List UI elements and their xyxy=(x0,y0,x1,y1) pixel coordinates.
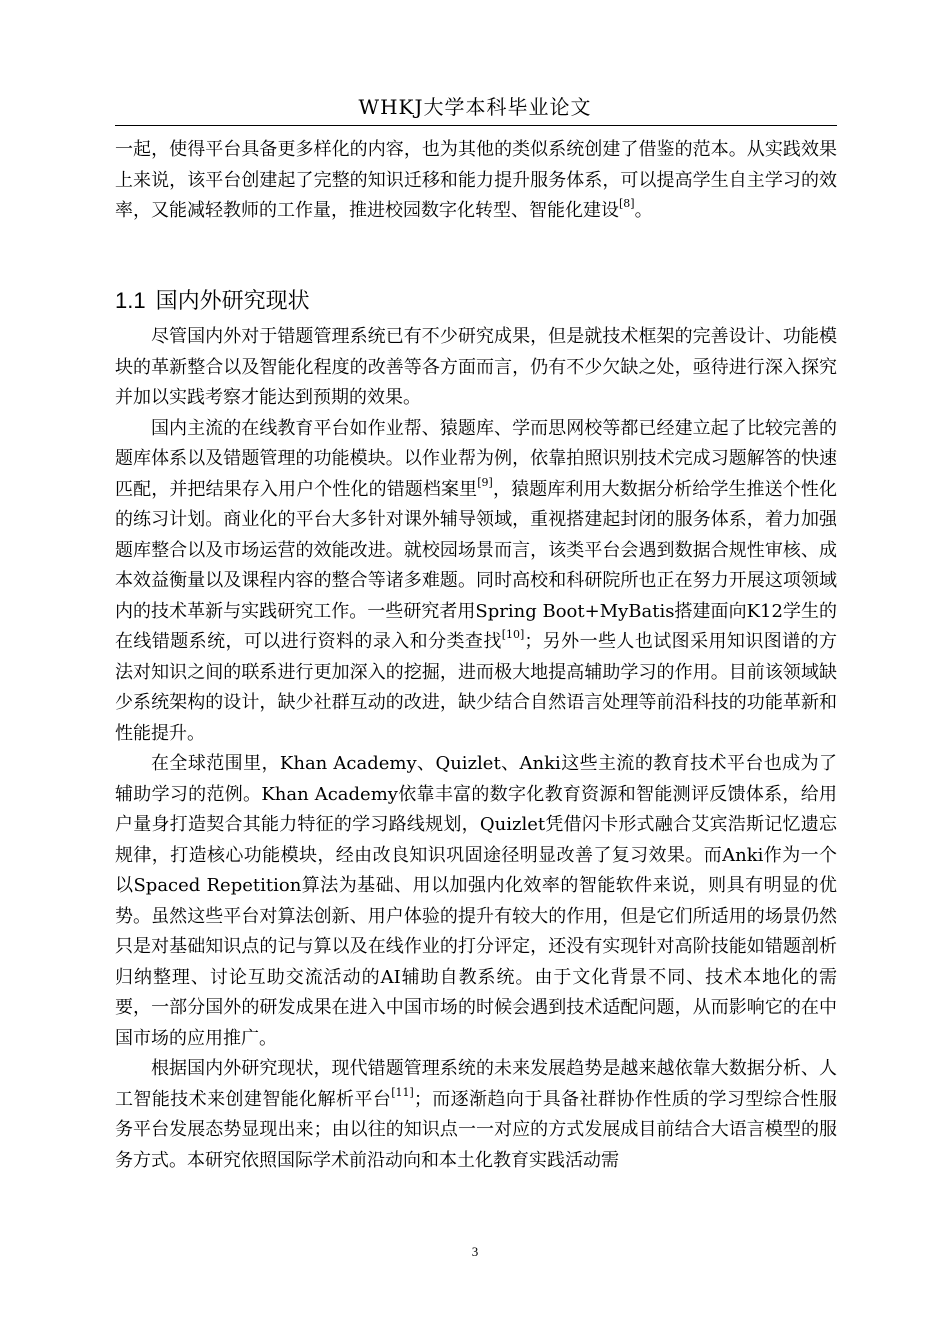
paragraph-1: 尽管国内外对于错题管理系统已有不少研究成果，但是就技术框架的完善设计、功能模块的革新整合以及智能化程度的改善等各方面而言，仍有不少欠缺之处，亟待进行深入探究并加以实践考察才能达到预期的效果。 xyxy=(115,326,837,408)
paragraph-2-text-a: 国内主流的在线教育平台如作业帮、猿题库、学而思网校等都已经建立起了比较完善的题库体系以及错题管理的功能模块。以作业帮为例，依靠拍照识别技术完成习题解答的快速匹配，并把结果存入用户个性化的错题档案里 xyxy=(115,417,837,500)
intro-tail: 。 xyxy=(634,200,653,221)
paragraph-2-text-b: ，猿题库利用大数据分析给学生推送个性化的练习计划。商业化的平台大多针对课外辅导领域，重视搭建起封闭的服务体系，着力加强题库整合以及市场运营的效能改进。就校园场景而言，该类平台会遇到数据合规性审核、成本效益衡量以及课程内容的整合等诸多难题。同时高校和科研院所也正在努力开展这项领域内的技术革新与实践研究工作。一些研究者用Spring Boot+MyBatis搭建面向K12学生的在线错题系统，可以进行资料的录入和分类查找 xyxy=(115,478,838,652)
paragraph-2 xyxy=(115,414,837,750)
page-number: 3 xyxy=(471,1244,479,1259)
paragraph-2-text-c: ；另外一些人也试图采用知识图谱的方法对知识之间的联系进行更加深入的挖掘，进而极大地提高辅助学习的作用。目前该领域缺少系统架构的设计，缺少社群互动的改进，缺少结合自然语言处理等前沿科技的功能革新和性能提升。 xyxy=(115,631,838,744)
paragraph-3: 在全球范围里，Khan Academy、Quizlet、Anki这些主流的教育技术平台也成为了辅助学习的范例。Khan Academy依靠丰富的数字化教育资源和智能测评反馈体系，给用户量身打造契合其能力特征的学习路线规划，Quizlet凭借闪卡形式融合艾宾浩斯记忆遗忘规律，打造核心功能模块，经由改良知识巩固途径明显改善了复习效果。而Anki作为一个以Spaced Repetition算法为基础、用以加强内化效率的智能软件来说，则具有明显的优势。虽然这些平台对算法创新、用户体验的提升有较大的作用，但是它们所适用的场景仍然只是对基础知识点的记与算以及在线作业的打分评定，还没有实现针对高阶技能如错题剖析归纳整理、讨论互助交流活动的AI辅助自教系统。由于文化背景不同、技术本地化的需要，一部分国外的研发成果在进入中国市场的时候会遇到技术适配问题，从而影响它的在中国市场的应用推广。 xyxy=(115,753,837,1049)
intro-paragraph xyxy=(115,135,837,227)
section-title: 国内外研究现状 xyxy=(155,289,310,314)
citation-10[interactable]: [10] xyxy=(501,628,525,641)
citation-8[interactable]: [8] xyxy=(619,197,635,210)
header-divider xyxy=(115,125,837,126)
section-number: 1.1 xyxy=(115,288,146,313)
citation-11[interactable]: [11] xyxy=(391,1085,414,1099)
section-body xyxy=(115,322,837,1176)
citation-9[interactable]: [9] xyxy=(477,475,493,489)
paragraph-4 xyxy=(115,1054,837,1176)
paragraph-4-text-b: ；而逐渐趋向于具备社群协作性质的学习型综合性服务平台发展态势显现出来；由以往的知识点一一对应的方式发展成目前结合大语言模型的服务方式。本研究依照国际学术前沿动向和本土化教育实践活动需 xyxy=(115,1088,838,1171)
running-header-title: WHKJ大学本科毕业论文 xyxy=(358,95,592,119)
paragraph-4-text-a: 根据国内外研究现状，现代错题管理系统的未来发展趋势是越来越依靠大数据分析、人工智能技术来创建智能化解析平台 xyxy=(115,1058,837,1110)
section-heading xyxy=(115,286,310,317)
intro-text: 一起，使得平台具备更多样化的内容，也为其他的类似系统创建了借鉴的范本。从实践效果上来说，该平台创建起了完整的知识迁移和能力提升服务体系，可以提高学生自主学习的效率，又能减轻教师的工作量，推进校园数字化转型、智能化建设 xyxy=(115,139,837,221)
